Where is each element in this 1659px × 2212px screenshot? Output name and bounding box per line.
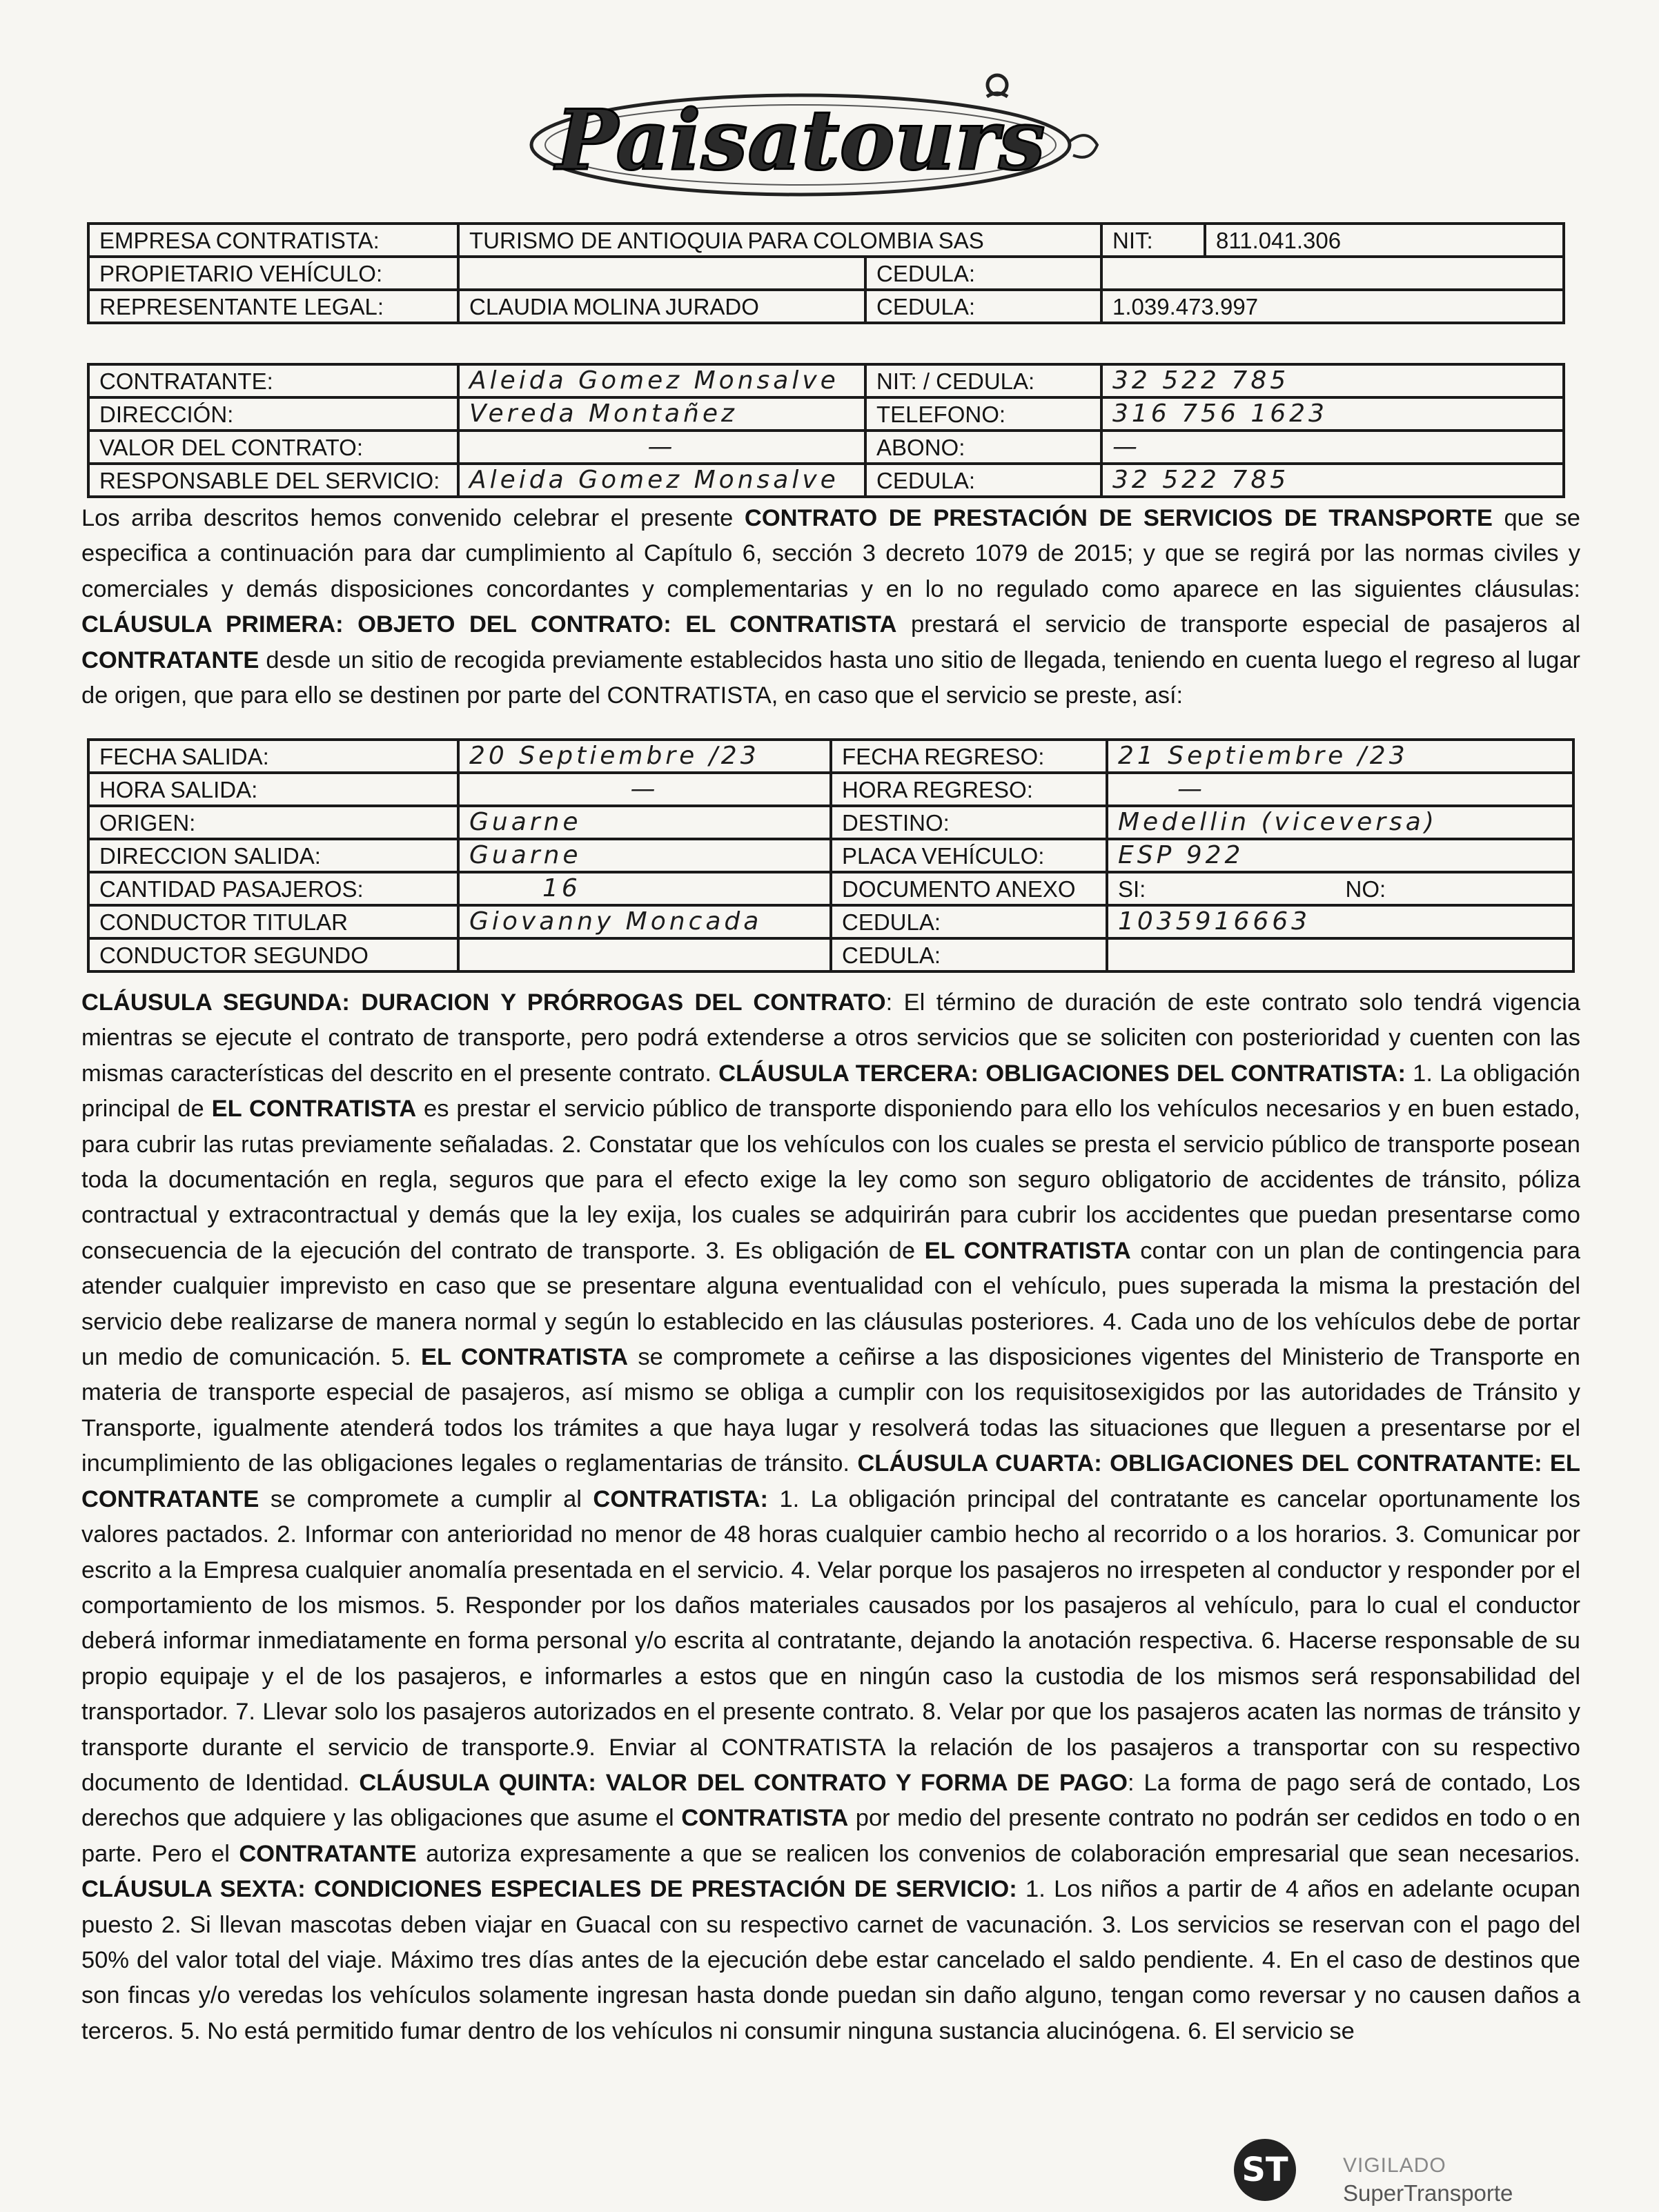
owner-cedula-value — [1101, 257, 1564, 290]
clause-text-segment: 1. La obligación principal de — [81, 1060, 1580, 1123]
clause-text-segment: EL CONTRATISTA — [421, 1344, 628, 1371]
pasajeros-value: 16 — [458, 872, 831, 905]
hora-regreso-value: — — [1107, 773, 1573, 806]
clause-text-segment: autoriza expresamente a que se realicen los convenios de colaboración empresarial que sean necesarios. — [416, 1840, 1581, 1867]
nit-label: NIT: — [1101, 224, 1205, 257]
nit-value: 811.041.306 — [1205, 224, 1564, 257]
clause-text-segment: contar con un plan de contingencia para atender cualquier imprevisto en caso que se presentare alguna eventualidad con el vehículo, pues superada la misma la prestación del servicio debe realizarse de manera normal y según lo establecido en las cláusulas posteriores. 4. Cada uno de los vehículos debe de portar un medio de comunicación. 5. — [81, 1237, 1580, 1371]
clause-text-segment: CONTRATISTA — [681, 1805, 849, 1832]
contratante-value: Aleida Gomez Monsalve — [458, 364, 865, 397]
fecha-regreso-label: FECHA REGRESO: — [831, 740, 1107, 773]
legal-rep-value: CLAUDIA MOLINA JURADO — [458, 290, 865, 323]
supertransporte-seal: ST — [1234, 2139, 1296, 2201]
valor-row — [88, 431, 1564, 464]
owner-value — [458, 257, 865, 290]
placa-value: ESP 922 — [1107, 839, 1573, 872]
clause-text-segment: EL CONTRATISTA — [924, 1237, 1131, 1264]
company-row — [88, 224, 1564, 257]
trip-table — [87, 738, 1575, 973]
clause-text-segment: por medio del presente contrato no podrán ser cedidos en todo o en parte. Pero el — [81, 1805, 1581, 1867]
responsable-cedula-label: CEDULA: — [865, 464, 1101, 497]
intro-text-segment: desde un sitio de recogida previamente establecidos hasta uno sitio de llegada, teniendo en cuenta luego el regreso al lugar de origen, que para ello se destinen por parte del CONTRATISTA, en caso que el servicio se preste, así: — [81, 646, 1580, 709]
intro-text-segment: Los arriba descritos hemos convenido celebrar el presente — [81, 505, 745, 531]
pasajeros-row — [88, 872, 1573, 905]
vigilado-label: VIGILADO — [1343, 2154, 1446, 2177]
paisatours-logo — [524, 66, 1118, 204]
valor-value: — — [458, 431, 865, 464]
direccion-label: DIRECCIÓN: — [88, 397, 458, 431]
telefono-label: TELEFONO: — [865, 397, 1101, 431]
company-label: EMPRESA CONTRATISTA: — [88, 224, 458, 257]
direccion-row — [88, 397, 1564, 431]
clause-text-segment: es prestar el servicio público de transporte disponiendo para ello los vehículos necesarios y en buen estado, para cubrir las rutas previamente señaladas. 2. Constatar que los vehículos con los cuales se presta el servicio público de transporte posean toda la documentación en regla, seguros que para el efecto exige la ley como son seguro obligatorio de accidentes de tránsito, póliza contractual y extracontractual y demás que la ley exija, los cuales se adquirirán para cubrir los accidentes que puedan presentarse como consecuencia de la ejecución del contrato de transporte. 3. Es obligación de — [81, 1096, 1581, 1264]
clause-text-segment: se compromete a cumplir al — [259, 1485, 593, 1512]
clause-text-segment: CLÁUSULA SEGUNDA: DURACION Y PRÓRROGAS DEL CONTRATO — [81, 989, 886, 1016]
origen-value: Guarne — [458, 806, 831, 839]
responsable-row — [88, 464, 1564, 497]
clause-text-segment: CONTRATANTE — [239, 1840, 417, 1867]
direccion-salida-label: DIRECCION SALIDA: — [88, 839, 458, 872]
hora-salida-label: HORA SALIDA: — [88, 773, 458, 806]
conductor-titular-label: CONDUCTOR TITULAR — [88, 905, 458, 938]
conductor-segundo-cedula-value — [1107, 938, 1573, 971]
clause-text-segment: EL CONTRATISTA — [211, 1096, 417, 1123]
intro-text-segment: prestará el servicio de transporte especial de pasajeros al — [896, 611, 1580, 638]
intro-text-segment: CLÁUSULA PRIMERA: OBJETO DEL CONTRATO: EL CONTRATISTA — [81, 611, 897, 638]
clause-text-segment: : El término de duración de este contrato solo tendrá vigencia mientras se ejecute el contrato de transporte, pero podrá extenderse a otros servicios que se soliciten con posterioridad y cuenten con las mismas características del descrito en el presente contrato. — [81, 989, 1580, 1087]
hora-regreso-label: HORA REGRESO: — [831, 773, 1107, 806]
origen-label: ORIGEN: — [88, 806, 458, 839]
legal-rep-row — [88, 290, 1564, 323]
company-table — [87, 222, 1565, 324]
destino-label: DESTINO: — [831, 806, 1107, 839]
clause-text-segment: CLÁUSULA SEXTA: CONDICIONES ESPECIALES DE PRESTACIÓN DE SERVICIO: — [81, 1876, 1017, 1903]
contract-table — [87, 363, 1565, 498]
conductor-segundo-label: CONDUCTOR SEGUNDO — [88, 938, 458, 971]
conductor-segundo-value — [458, 938, 831, 971]
doc-anexo-si: SI: — [1118, 876, 1146, 902]
intro-text-segment: que se especifica a continuación para dar cumplimiento al Capítulo 6, sección 3 decreto 1079 de 2015; y que se regirá por las normas civiles y comerciales y demás disposiciones concordantes y complementarias y en lo no regulado como aparece en las siguientes cláusulas: — [81, 505, 1580, 602]
legal-rep-cedula-value: 1.039.473.997 — [1101, 290, 1564, 323]
conductor-segundo-cedula-label: CEDULA: — [831, 938, 1107, 971]
abono-label: ABONO: — [865, 431, 1101, 464]
responsable-label: RESPONSABLE DEL SERVICIO: — [88, 464, 458, 497]
intro-text-segment: CONTRATO DE PRESTACIÓN DE SERVICIOS DE TRANSPORTE — [744, 505, 1493, 531]
owner-label: PROPIETARIO VEHÍCULO: — [88, 257, 458, 290]
clauses-paragraph — [81, 985, 1580, 2049]
valor-label: VALOR DEL CONTRATO: — [88, 431, 458, 464]
clause-text-segment: CLÁUSULA TERCERA: OBLIGACIONES DEL CONTRATISTA: — [718, 1060, 1406, 1087]
direccion-salida-value: Guarne — [458, 839, 831, 872]
doc-anexo-no: NO: — [1345, 876, 1386, 902]
conductor-titular-value: Giovanny Moncada — [458, 905, 831, 938]
responsable-cedula-value: 32 522 785 — [1101, 464, 1564, 497]
clause-text-segment: 1. Los niños a partir de 4 años en adelante ocupan puesto 2. Si llevan mascotas deben viajar en Guacal con su respectivo carnet de vacunación. 3. Los servicios se reservan con el pago del 50% del valor total del viaje. Máximo tres días antes de la ejecución debe estar cancelado el saldo pendiente. 4. En el caso de destinos que son fincas y/o veredas los vehículos solamente ingresan hasta donde puedan sin daño alguno, tengan como reversar y no causen daños a terceros. 5. No está permitido fumar dentro de los vehículos ni consumir ninguna sustancia alucinógena. 6. El servicio se — [81, 1876, 1580, 2044]
fecha-row — [88, 740, 1573, 773]
doc-anexo-label: DOCUMENTO ANEXO — [831, 872, 1107, 905]
hora-row — [88, 773, 1573, 806]
clause-text-segment: CONTRATISTA: — [593, 1485, 769, 1512]
fecha-regreso-value: 21 Septiembre /23 — [1107, 740, 1573, 773]
legal-rep-label: REPRESENTANTE LEGAL: — [88, 290, 458, 323]
abono-value: — — [1101, 431, 1564, 464]
responsable-value: Aleida Gomez Monsalve — [458, 464, 865, 497]
placa-label: PLACA VEHÍCULO: — [831, 839, 1107, 872]
owner-cedula-label: CEDULA: — [865, 257, 1101, 290]
contratante-nit-label: NIT: / CEDULA: — [865, 364, 1101, 397]
clause-text-segment: CLÁUSULA CUARTA: OBLIGACIONES DEL CONTRATANTE: EL CONTRATANTE — [81, 1450, 1580, 1512]
destino-value: Medellin (viceversa) — [1107, 806, 1573, 839]
logo-lettering: Paisatours — [556, 92, 1046, 189]
clause-text-segment: 1. La obligación principal del contratante es cancelar oportunamente los valores pactados. 2. Informar con anterioridad no menor de 48 horas cualquier cambio hecho al recorrido o a los horarios. 3. Comunicar por escrito a la Empresa cualquier anomalía presentada en el servicio. 4. Velar porque los pasajeros no irrespeten al conductor y responder por el comportamiento de los mismos. 5. Responder por los daños materiales causados por los pasajeros al vehículo, para lo cual el conductor deberá informar inmediatamente en forma personal y/o escrita al contratante, dejando la anotación respectiva. 6. Hacerse responsable de su propio equipaje y el de los pasajeros, e informarles a estos que en ningún caso la custodia de los mismos será responsabilidad del transportador. 7. Llevar solo los pasajeros autorizados en el presente contrato. 8. Velar por que los pasajeros acaten las normas de tránsito y transporte durante el servicio de transporte.9. Enviar al CONTRATISTA la relación de los pasajeros a transportar con su respectivo documento de Identidad. — [81, 1485, 1580, 1796]
clause-text-segment: : La forma de pago será de contado, Los derechos que adquiere y las obligaciones que asume el — [81, 1769, 1581, 1832]
intro-text-segment: CONTRATANTE — [81, 646, 259, 673]
conductor-segundo-row — [88, 938, 1573, 971]
conductor-titular-cedula-value: 1035916663 — [1107, 905, 1573, 938]
doc-anexo-value — [1107, 872, 1573, 905]
contratante-row — [88, 364, 1564, 397]
legal-rep-cedula-label: CEDULA: — [865, 290, 1101, 323]
fecha-salida-value: 20 Septiembre /23 — [458, 740, 831, 773]
fecha-salida-label: FECHA SALIDA: — [88, 740, 458, 773]
contratante-label: CONTRATANTE: — [88, 364, 458, 397]
direccion-salida-row — [88, 839, 1573, 872]
pasajeros-label: CANTIDAD PASAJEROS: — [88, 872, 458, 905]
company-value: TURISMO DE ANTIOQUIA PARA COLOMBIA SAS — [458, 224, 1101, 257]
conductor-titular-row — [88, 905, 1573, 938]
owner-row — [88, 257, 1564, 290]
hora-salida-value: — — [458, 773, 831, 806]
origen-row — [88, 806, 1573, 839]
clause-text-segment: se compromete a ceñirse a las disposiciones vigentes del Ministerio de Transporte en materia de transporte especial de pasajeros, así mismo se obliga a cumplir con los requisitosexigidos por las autoridades de Tránsito y Transporte, igualmente atenderá todos los trámites a que haya lugar y resolverá todas las situaciones que lleguen a presentarse por el incumplimiento de las obligaciones legales o reglamentarias de tránsito. — [81, 1344, 1580, 1477]
supertransporte-label: SuperTransporte — [1343, 2180, 1513, 2206]
intro-paragraph — [81, 501, 1580, 713]
clause-text-segment: CLÁUSULA QUINTA: VALOR DEL CONTRATO Y FORMA DE PAGO — [359, 1769, 1128, 1796]
conductor-titular-cedula-label: CEDULA: — [831, 905, 1107, 938]
contratante-nit-value: 32 522 785 — [1101, 364, 1564, 397]
direccion-value: Vereda Montañez — [458, 397, 865, 431]
telefono-value: 316 756 1623 — [1101, 397, 1564, 431]
